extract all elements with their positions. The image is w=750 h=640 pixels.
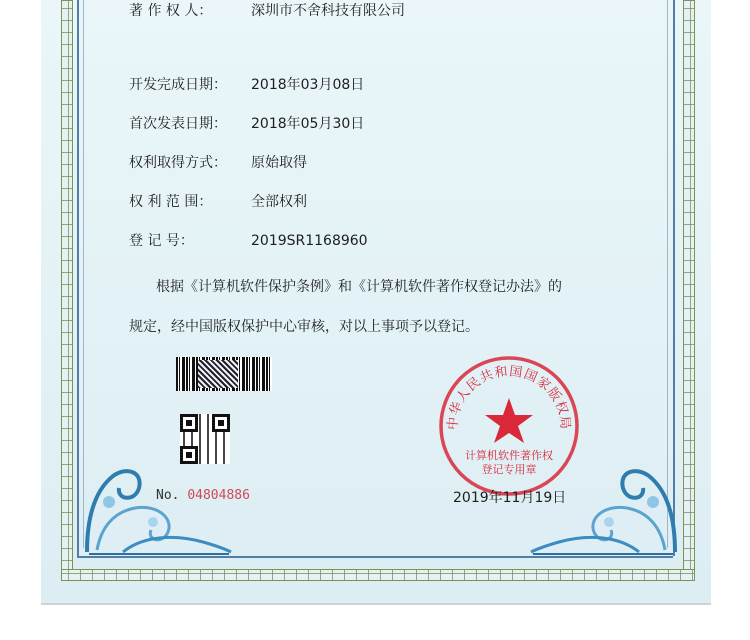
paragraph-line-2: 规定，经中国版权保护中心审核，对以上事项予以登记。: [129, 319, 479, 335]
seal-arc-text: 中华人民共和国国家版权局: [445, 364, 573, 431]
field-label: 开发完成日期：: [129, 77, 227, 93]
corner-ornament-left: [83, 462, 233, 556]
field-label: 权利取得方式：: [129, 155, 227, 171]
barcode: [176, 357, 272, 391]
field-label: 权 利 范 围：: [129, 194, 213, 210]
greek-key-border-bottom: [61, 569, 695, 581]
field-value: 2018年03月08日: [251, 77, 365, 93]
qr-code: [180, 414, 230, 464]
field-row: [129, 191, 307, 211]
seal-star-icon: [485, 398, 533, 443]
owner-value: 深圳市不舍科技有限公司: [251, 3, 405, 19]
owner-label: 著 作 权 人：: [129, 3, 213, 19]
certificate-number: [156, 488, 250, 503]
field-label: 登 记 号：: [129, 233, 194, 249]
issue-date: 2019年11月19日: [453, 490, 567, 506]
official-seal: [436, 353, 582, 499]
seal-line-1: 计算机软件著作权: [465, 449, 553, 462]
owner-row: [129, 0, 405, 20]
field-value: 2019SR1168960: [251, 233, 368, 249]
inner-frame-left: [77, 0, 79, 556]
number-label: No.: [156, 488, 180, 503]
field-row: [129, 74, 364, 94]
greek-key-border-left: [61, 0, 73, 580]
paragraph-line-1: 根据《计算机软件保护条例》和《计算机软件著作权登记办法》的: [156, 279, 562, 295]
seal-line-2: 登记专用章: [481, 463, 537, 476]
field-row: [129, 113, 364, 133]
field-label: 首次发表日期：: [129, 116, 227, 132]
field-value: 2018年05月30日: [251, 116, 365, 132]
number-value: 04804886: [187, 488, 250, 503]
field-row: [129, 152, 307, 172]
greek-key-border-right: [683, 0, 695, 580]
inner-frame-bottom: [77, 556, 673, 558]
field-value: 原始取得: [251, 155, 307, 171]
field-value: 全部权利: [251, 194, 307, 210]
field-row: [129, 230, 368, 250]
